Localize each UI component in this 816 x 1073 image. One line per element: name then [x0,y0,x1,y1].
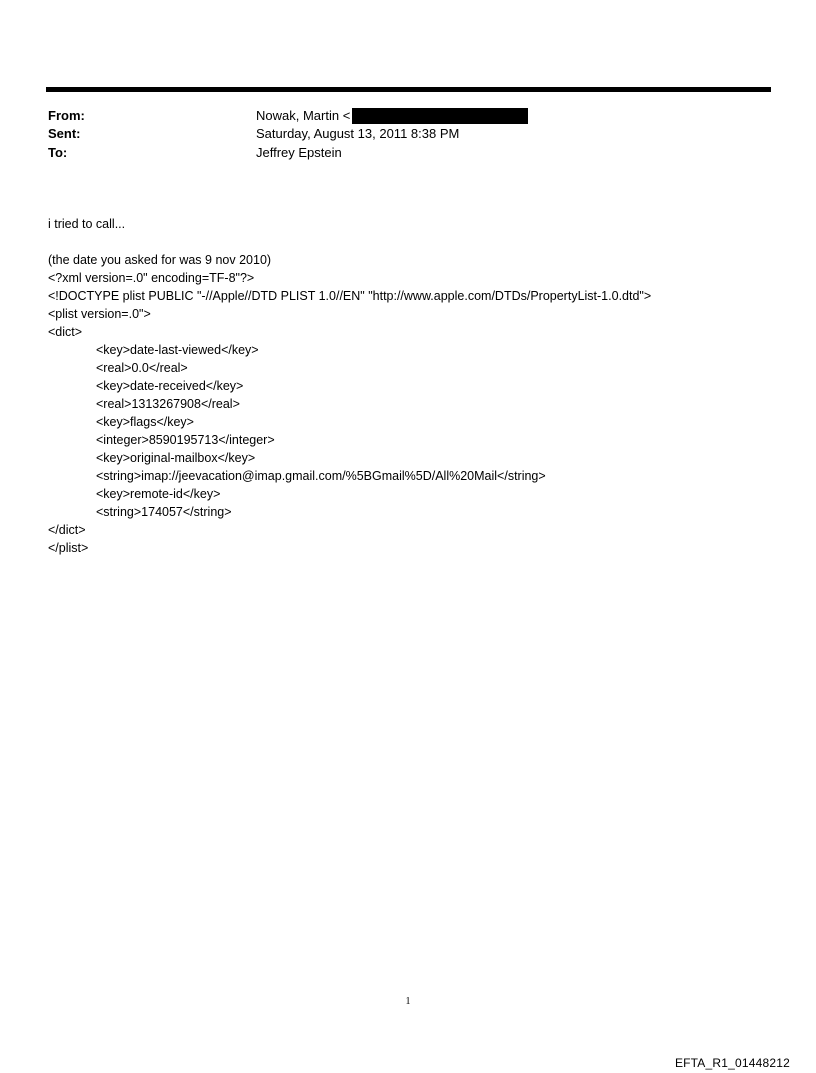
xml-line-key: <key>date-last-viewed</key> [96,343,259,357]
sent-value: Saturday, August 13, 2011 8:38 PM [256,126,460,141]
xml-line-plist-close: </plist> [48,541,89,555]
header-rule [46,87,771,92]
xml-line-key: <key>date-received</key> [96,379,244,393]
bates-number: EFTA_R1_01448212 [674,1056,790,1070]
to-label: To: [48,145,68,160]
redaction-block [352,108,528,124]
body-date-note: (the date you asked for was 9 nov 2010) [48,253,272,267]
xml-line-value: <real>1313267908</real> [96,397,240,411]
from-value: Nowak, Martin < [256,108,351,123]
xml-line-value: <string>174057</string> [96,505,232,519]
xml-line-dict-close: </dict> [48,523,86,537]
xml-line-key: <key>flags</key> [96,415,194,429]
xml-line-value: <string>imap://jeevacation@imap.gmail.com/%5BGmail%5D/All%20Mail</string> [96,469,546,483]
sent-label: Sent: [48,126,81,141]
xml-line-key: <key>remote-id</key> [96,487,221,501]
to-value: Jeffrey Epstein [256,145,342,160]
body-intro: i tried to call... [48,217,126,231]
xml-line-value: <real>0.0</real> [96,361,188,375]
xml-line-doctype: <!DOCTYPE plist PUBLIC "-//Apple//DTD PLIST 1.0//EN" "http://www.apple.com/DTDs/PropertyList-1.0.dtd"> [48,289,652,303]
xml-line-plist-open: <plist version=.0"> [48,307,151,321]
xml-line-key: <key>original-mailbox</key> [96,451,256,465]
xml-line-declaration: <?xml version=.0" encoding=TF-8"?> [48,271,255,285]
xml-line-value: <integer>8590195713</integer> [96,433,275,447]
page-number: 1 [405,996,411,1007]
xml-line-dict-open: <dict> [48,325,83,339]
from-label: From: [48,108,85,123]
